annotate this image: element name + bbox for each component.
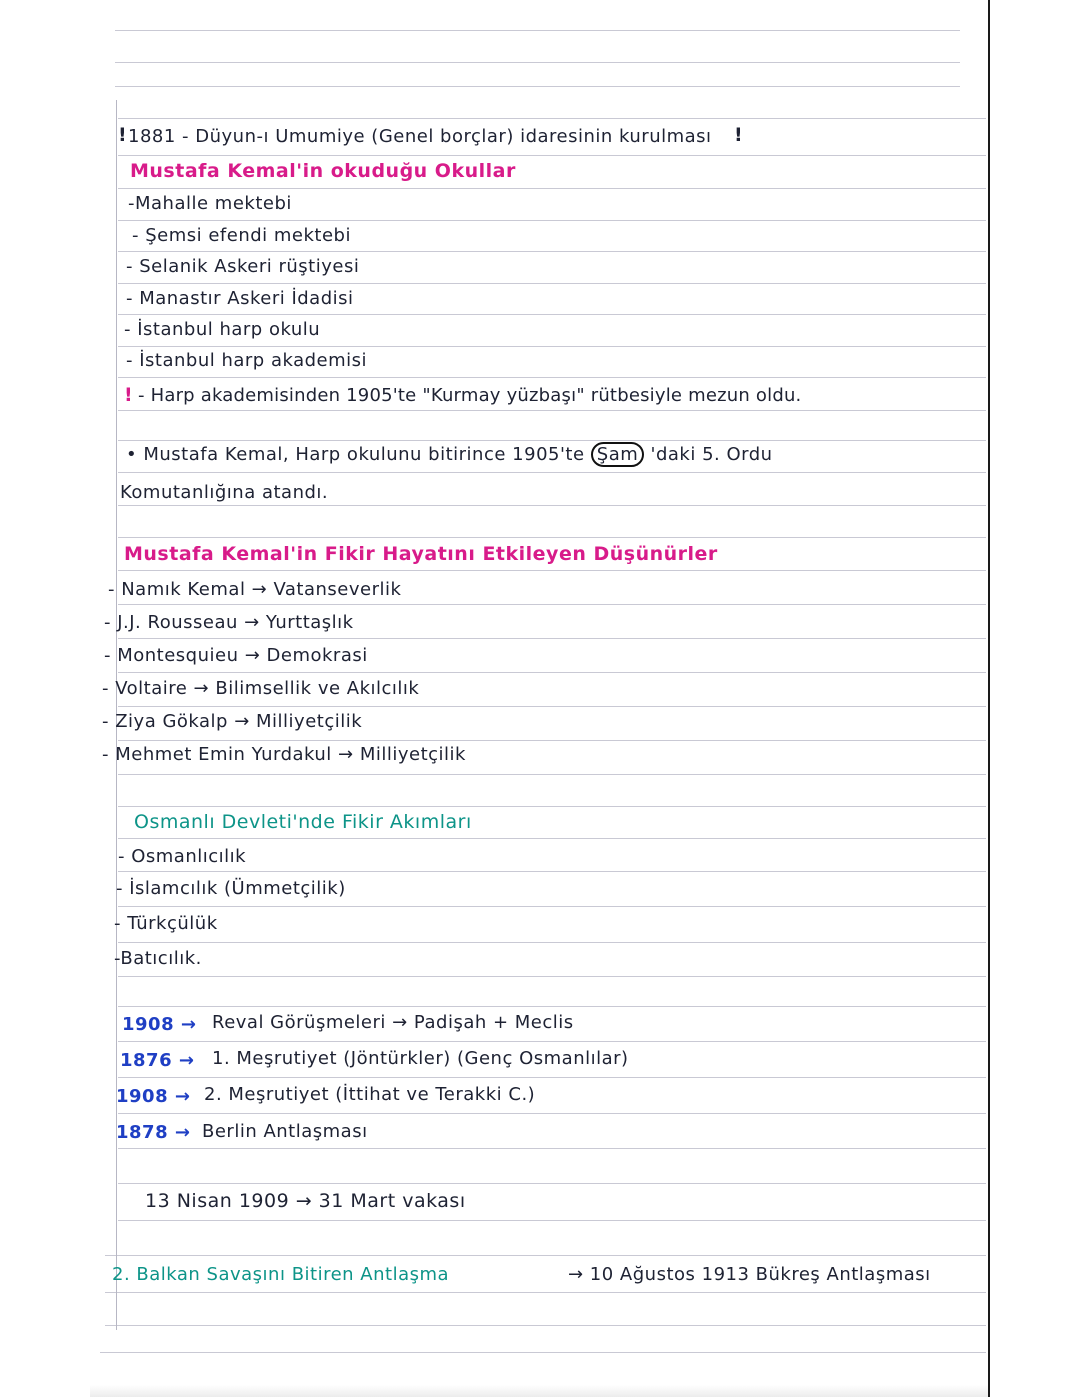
ruled-line [118,472,986,473]
bucharest-treaty: → 10 Ağustos 1913 Bükreş Antlaşması [568,1264,931,1285]
balkan-war-lead: 2. Balkan Savaşını Bitiren Antlaşma [112,1264,450,1285]
school-item: - İstanbul harp okulu [124,319,321,340]
date-year: 1878 → [116,1122,191,1143]
current-item: - Osmanlıcılık [118,846,247,867]
date-event: Berlin Antlaşması [202,1121,368,1142]
ruled-line [118,505,986,506]
thinker-item: - Ziya Gökalp → Milliyetçilik [102,711,363,732]
ruled-line [118,1006,986,1007]
ruled-line [118,118,986,119]
important-mark: ! [124,384,134,406]
ruled-line [115,86,960,87]
ruled-line [118,377,986,378]
thinker-item: - Namık Kemal → Vatanseverlik [108,579,402,600]
ruled-line [118,188,986,189]
school-item: - Manastır Askeri İdadisi [126,288,354,309]
ruled-line [118,604,986,605]
assignment-line-2: Komutanlığına atandı. [120,482,329,503]
ruled-line [118,774,986,775]
school-item: - Şemsi efendi mektebi [132,225,351,246]
school-item: - Selanik Askeri rüştiyesi [126,256,360,277]
ruled-line [118,440,986,441]
ruled-line [118,346,986,347]
school-item: - İstanbul harp akademisi [126,350,368,371]
ruled-line [118,1148,986,1149]
graduation-note: - Harp akademisinden 1905'te "Kurmay yüzbaşı" rütbesiyle mezun oldu. [138,385,802,406]
debt-office-note: 1881 - Düyun-ı Umumiye (Genel borçlar) idaresinin kurulması [128,126,712,147]
assignment-text-b: 'daki 5. Ordu [650,444,773,465]
exclaim-mark: ! [118,124,128,146]
ruled-line [118,537,986,538]
ruled-line [118,672,986,673]
ruled-line [118,906,986,907]
sheet-edge [988,0,990,1397]
ruled-line [118,570,986,571]
thinker-item: - Mehmet Emin Yurdakul → Milliyetçilik [102,744,466,765]
ruled-line [118,1113,986,1114]
ruled-line [118,220,986,221]
ruled-line [118,283,986,284]
thinker-item: - J.J. Rousseau → Yurttaşlık [104,612,354,633]
thinkers-title: Mustafa Kemal'in Fikir Hayatını Etkileyen Düşünürler [124,543,718,565]
ruled-line [118,740,986,741]
ruled-line [118,706,986,707]
thinker-item: - Montesquieu → Demokrasi [104,645,368,666]
date-event: Reval Görüşmeleri → Padişah + Meclis [212,1012,574,1033]
date-event: 2. Meşrutiyet (İttihat ve Terakki C.) [204,1084,536,1105]
march-31-event: 13 Nisan 1909 → 31 Mart vakası [145,1190,466,1212]
ruled-line [118,1077,986,1078]
ruled-line [100,1352,986,1353]
assignment-line-1 [126,446,773,464]
current-item: - Türkçülük [114,913,218,934]
ruled-line [118,314,986,315]
date-year: 1908 → [116,1086,191,1107]
date-event: 1. Meşrutiyet (Jöntürkler) (Genç Osmanlılar) [212,1048,629,1069]
page-shadow [90,1385,988,1397]
ruled-line [105,1255,986,1256]
ruled-line [118,638,986,639]
circled-city: Şam [591,442,645,467]
ruled-line [115,62,960,63]
ruled-line [118,976,986,977]
ruled-line [118,871,986,872]
currents-title: Osmanlı Devleti'nde Fikir Akımları [134,811,472,833]
ruled-line [115,30,960,31]
ruled-line [118,838,986,839]
current-item: -Batıcılık. [114,948,202,969]
current-item: - İslamcılık (Ümmetçilik) [116,878,346,899]
ruled-line [118,1220,986,1221]
thinker-item: - Voltaire → Bilimsellik ve Akılcılık [102,678,420,699]
schools-title: Mustafa Kemal'in okuduğu Okullar [130,160,516,182]
date-year: 1876 → [120,1050,195,1071]
ruled-line [118,1183,986,1184]
school-item: -Mahalle mektebi [128,193,292,214]
exclaim-mark: ! [734,124,744,146]
assignment-text-a: • Mustafa Kemal, Harp okulunu bitirince 1905'te [126,444,585,465]
ruled-line [105,1325,986,1326]
ruled-line [118,1041,986,1042]
ruled-line [118,942,986,943]
date-year: 1908 → [122,1014,197,1035]
ruled-line [118,251,986,252]
ruled-line [118,410,986,411]
ruled-line [118,155,986,156]
ruled-line [105,1292,986,1293]
ruled-line [118,806,986,807]
